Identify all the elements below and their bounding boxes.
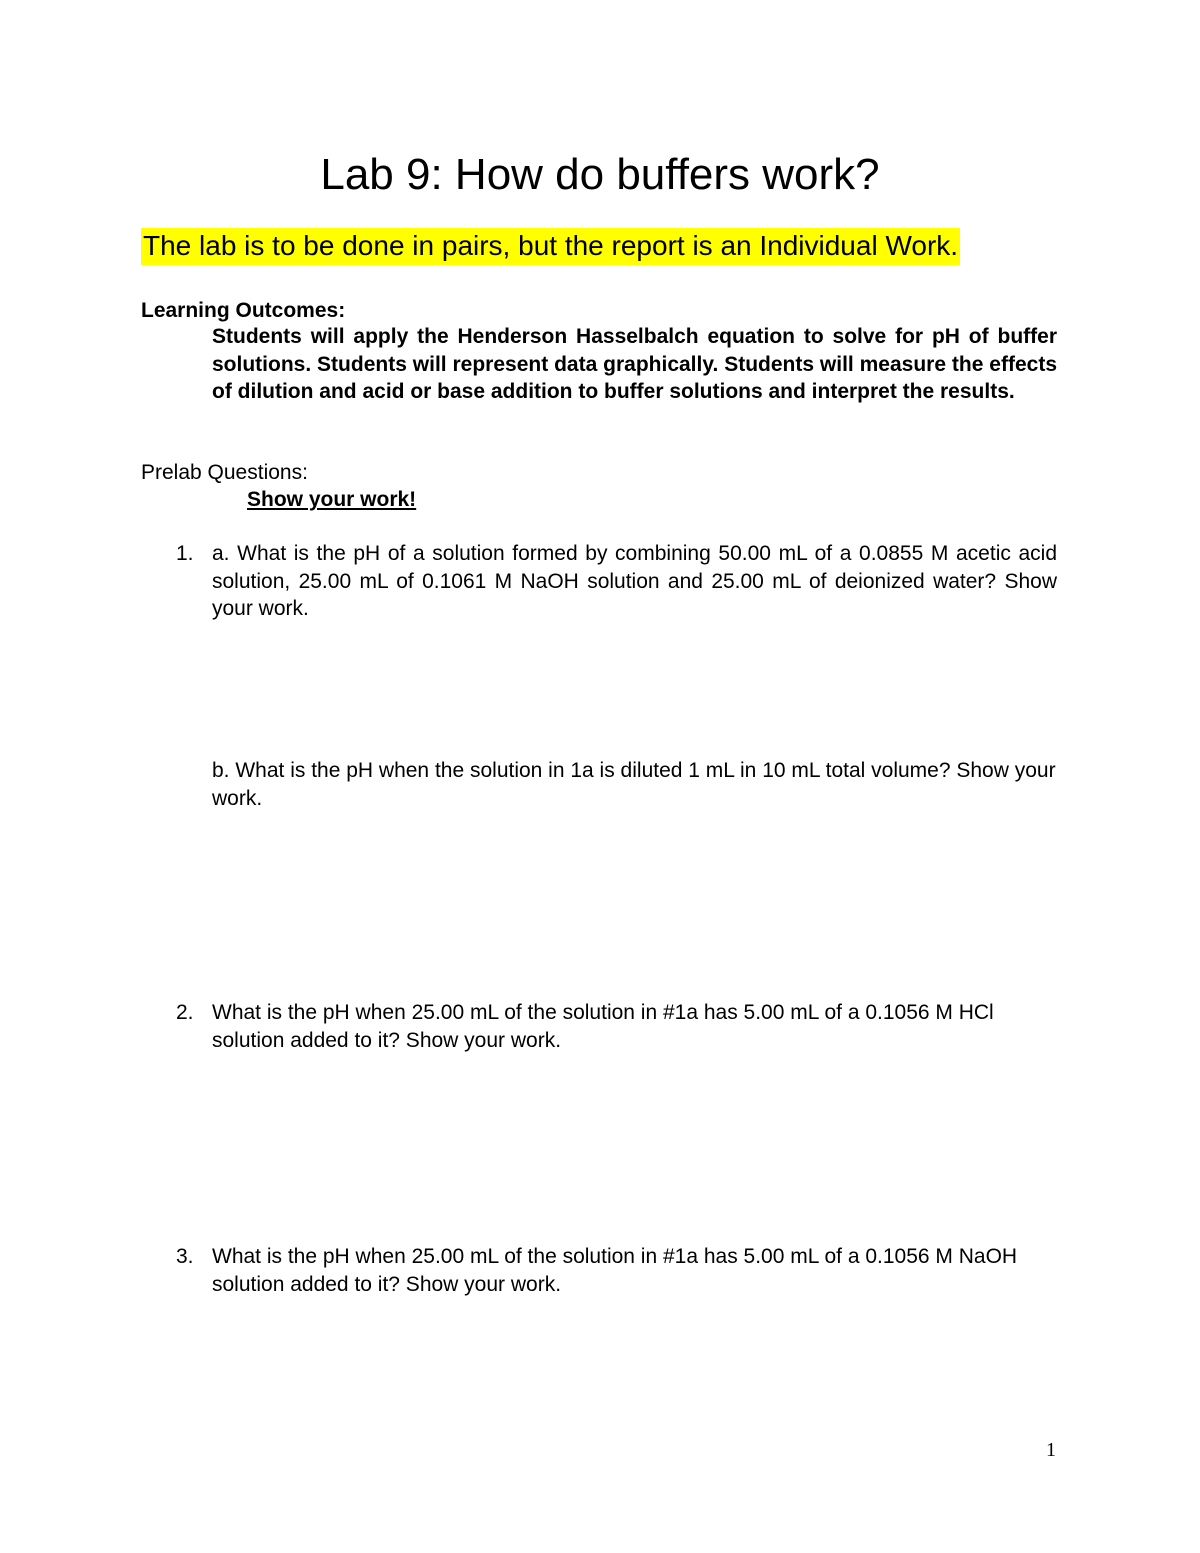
pairs-notice bbox=[141, 227, 960, 265]
question-number-1: 1. bbox=[176, 542, 194, 565]
question-2-text: What is the pH when 25.00 mL of the solution in #1a has 5.00 mL of a 0.1056 M HCl solution added to it? Show your work. bbox=[212, 1001, 994, 1052]
page-number: 1 bbox=[1046, 1439, 1056, 1461]
prelab-questions-label: Prelab Questions: bbox=[141, 461, 308, 484]
page-title: Lab 9: How do buffers work? bbox=[320, 150, 880, 199]
question-1b-text: b. What is the pH when the solution in 1a is diluted 1 mL in 10 mL total volume? Show your work. bbox=[212, 759, 1056, 810]
question-1a-text: a. What is the pH of a solution formed by combining 50.00 mL of a 0.0855 M acetic acid solution, 25.00 mL of 0.1061 M NaOH solution and 25.00 mL of deionized water? Show your work. bbox=[212, 542, 1057, 620]
question-3-text: What is the pH when 25.00 mL of the solution in #1a has 5.00 mL of a 0.1056 M NaOH solution added to it? Show your work. bbox=[212, 1245, 1018, 1296]
question-number-2: 2. bbox=[176, 1001, 194, 1024]
learning-outcomes-text: Students will apply the Henderson Hasselbalch equation to solve for pH of buffer solutions. Students will represent data graphically. Students will measure the effects of dilution and acid or base addition to buffer solutions and interpret the results. bbox=[212, 325, 1057, 403]
show-work-instruction: Show your work! bbox=[247, 488, 417, 511]
learning-outcomes-label: Learning Outcomes: bbox=[141, 299, 346, 322]
question-number-3: 3. bbox=[176, 1245, 194, 1268]
highlighted-notice-text: The lab is to be done in pairs, but the report is an Individual Work. bbox=[141, 228, 960, 265]
